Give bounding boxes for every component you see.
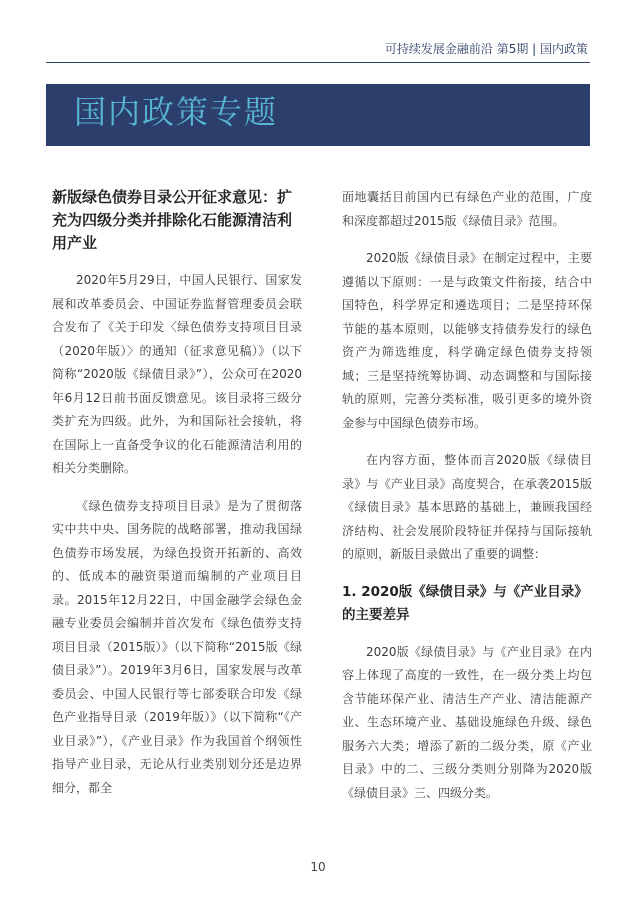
body-paragraph: 2020年5月29日，中国人民银行、国家发展和改革委员会、中国证券监督管理委员会联合发布了《关于印发〈绿色债券支持项目目录（2020年版）〉的通知（征求意见稿）》（以下简称“2020版《绿债目录》”），公众可在2020年6月12日前书面反馈意见。该目录将三级分类扩充为四级。此外，为和国际社会接轨，将在国际上一直备受争议的化石能源清洁利用的相关分类删除。 [52, 273, 302, 475]
section-heading: 1. 2020版《绿债目录》与《产业目录》的主要差异 [342, 583, 588, 623]
body-paragraph: 《绿色债券支持项目目录》是为了贯彻落实中共中央、国务院的战略部署，推动我国绿色债券市场发展，为绿色投资开拓新的、高效的、低成本的融资渠道而编制的产业项目目录。2015年12月22日，中国金融学会绿色金融专业委员会编制并首次发布《绿色债券支持项目目录（2015版）》（以下简称“2015版《绿债目录》”）。2019年3月6日，国家发展与改革委员会、中国人民银行等七部委联合印发《绿色产业指导目录（2019年版）》（以下简称“《产业目录》”），《产业目录》作为我国首个纲领性指导产业目录，无论从行业类别划分还是边界细分，都全 [52, 498, 302, 795]
body-paragraph-continued: 面地囊括目前国内已有绿色产业的范围，广度和深度都超过2015版《绿债目录》范围。 [342, 190, 592, 228]
right-column [342, 186, 592, 819]
body-paragraph: 在内容方面，整体而言2020版《绿债目录》与《产业目录》高度契合，在承袭2015版《绿债目录》基本思路的基础上，兼顾我国经济结构、社会发展阶段特征并保持与国际接轨的原则，新版目录做出了重要的调整： [342, 453, 592, 561]
section-banner-title: 国内政策专题 [74, 93, 279, 131]
header-rule [46, 62, 590, 63]
article-title: 新版绿色债券目录公开征求意见：扩充为四级分类并排除化石能源清洁利用产业 [52, 188, 293, 252]
body-paragraph: 2020版《绿债目录》在制定过程中，主要遵循以下原则：一是与政策文件衔接，结合中国特色，科学界定和遴选项目；二是坚持环保节能的基本原则，以能够支持债券发行的绿色资产为筛选维度，科学确定绿色债券支持领域；三是坚持统筹协调、动态调整和与国际接轨的原则，完善分类标准，吸引更多的境外资金参与中国绿色债券市场。 [342, 251, 592, 430]
running-header: 可持续发展金融前沿 第5期 | 国内政策 [384, 42, 588, 56]
left-column [52, 186, 302, 814]
page-number: 10 [310, 860, 326, 874]
body-paragraph: 2020版《绿债目录》与《产业目录》在内容上体现了高度的一致性，在一级分类上均包含节能环保产业、清洁生产产业、清洁能源产业、生态环境产业、基础设施绿色升级、绿色服务六大类；增添了新的二级分类，原《产业目录》中的二、三级分类则分别降为2020版《绿债目录》三、四级分类。 [342, 644, 592, 800]
